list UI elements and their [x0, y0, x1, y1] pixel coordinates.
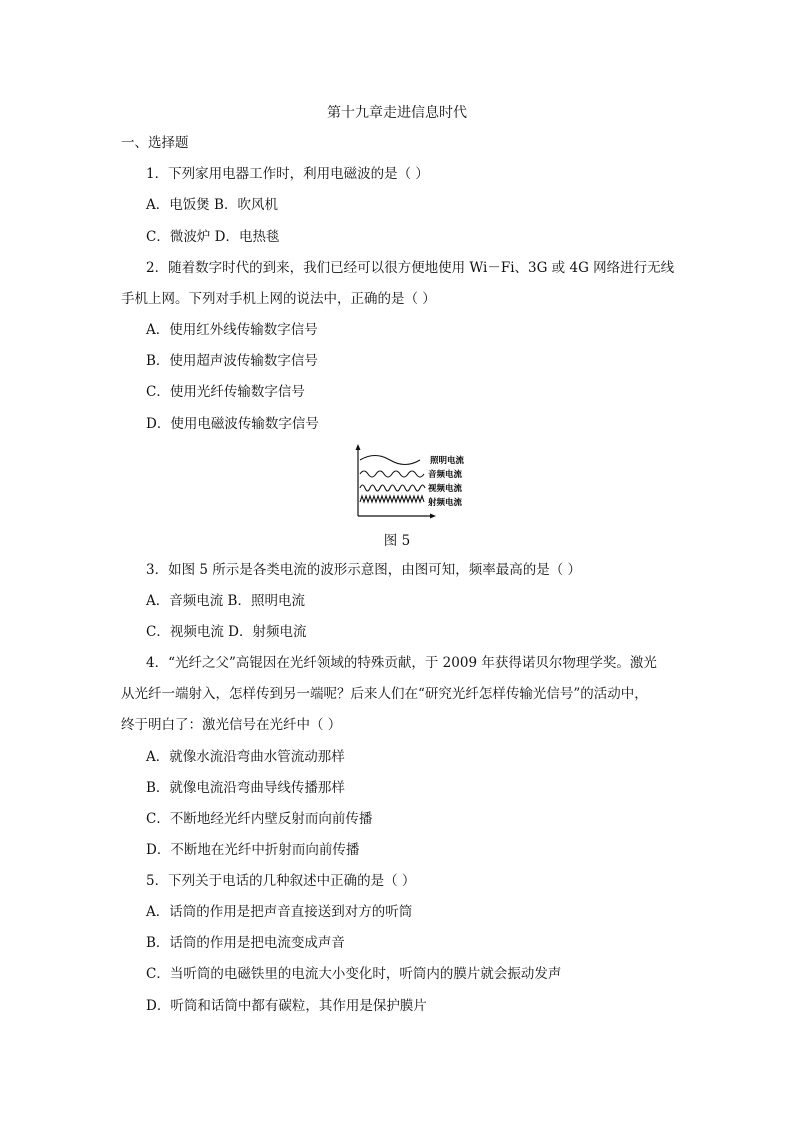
q4-stem-line2: 从光纤一端射入，怎样传到另一端呢？后来人们在“研究光纤怎样传输光信号”的活动中， [121, 686, 648, 702]
q1-options-cd: C．微波炉 D．电热毯 [146, 229, 280, 245]
q5-option-a: A．话筒的作用是把声音直接送到对方的听筒 [146, 904, 413, 920]
chapter-title: 第十九章走进信息时代 [327, 105, 467, 121]
q4-stem-line3: 终于明白了：激光信号在光纤中（ ） [121, 717, 342, 733]
section-heading: 一、选择题 [121, 135, 189, 151]
figure-label-audio: 音频电流 [428, 470, 463, 480]
q2-stem-line2: 手机上网。下列对手机上网的说法中，正确的是（ ） [121, 291, 436, 307]
q5-option-c: C．当听筒的电磁铁里的电流大小变化时，听筒内的膜片就会振动发声 [146, 966, 562, 982]
video-current-wave [360, 485, 425, 491]
figure-label-lighting: 照明电流 [430, 456, 465, 466]
q1-stem: 1．下列家用电器工作时，利用电磁波的是（ ） [146, 166, 429, 182]
audio-current-wave [360, 471, 424, 477]
q2-stem-line1: 2．随着数字时代的到来，我们已经可以很方便地使用 Wi－Fi、3G 或 4G 网络进行无线 [146, 260, 675, 276]
q4-stem-line1: 4．“光纤之父”高锟因在光纤领域的特殊贡献，于 2009 年获得诺贝尔物理学奖。激光 [146, 655, 657, 671]
waveform-figure [348, 444, 478, 520]
radio-current-wave [360, 496, 424, 502]
q1-options-ab: A．电饭煲 B．吹风机 [146, 197, 278, 213]
q3-options-cd: C．视频电流 D．射频电流 [146, 624, 307, 640]
figure-caption: 图 5 [383, 533, 411, 549]
q4-option-a: A．就像水流沿弯曲水管流动那样 [146, 749, 345, 765]
q2-option-d: D．使用电磁波传输数字信号 [146, 416, 319, 432]
q5-stem: 5．下列关于电话的几种叙述中正确的是（ ） [146, 873, 416, 889]
q2-option-b: B．使用超声波传输数字信号 [146, 353, 318, 369]
q5-option-d: D．听筒和话筒中都有碳粒，其作用是保护膜片 [146, 998, 427, 1014]
lighting-current-wave [360, 456, 420, 465]
figure-label-video: 视频电流 [428, 484, 463, 494]
q3-options-ab: A．音频电流 B．照明电流 [146, 593, 305, 609]
q5-option-b: B．话筒的作用是把电流变成声音 [146, 935, 345, 951]
figure-label-radio: 射频电流 [428, 498, 463, 508]
q4-option-b: B．就像电流沿弯曲导线传播那样 [146, 780, 345, 796]
q4-option-c: C．不断地经光纤内壁反射而向前传播 [146, 811, 373, 827]
q2-option-c: C．使用光纤传输数字信号 [146, 384, 305, 400]
q2-option-a: A．使用红外线传输数字信号 [146, 322, 318, 338]
q3-stem: 3．如图 5 所示是各类电流的波形示意图，由图可知，频率最高的是（ ） [146, 562, 582, 578]
q4-option-d: D．不断地在光纤中折射而向前传播 [146, 842, 360, 858]
